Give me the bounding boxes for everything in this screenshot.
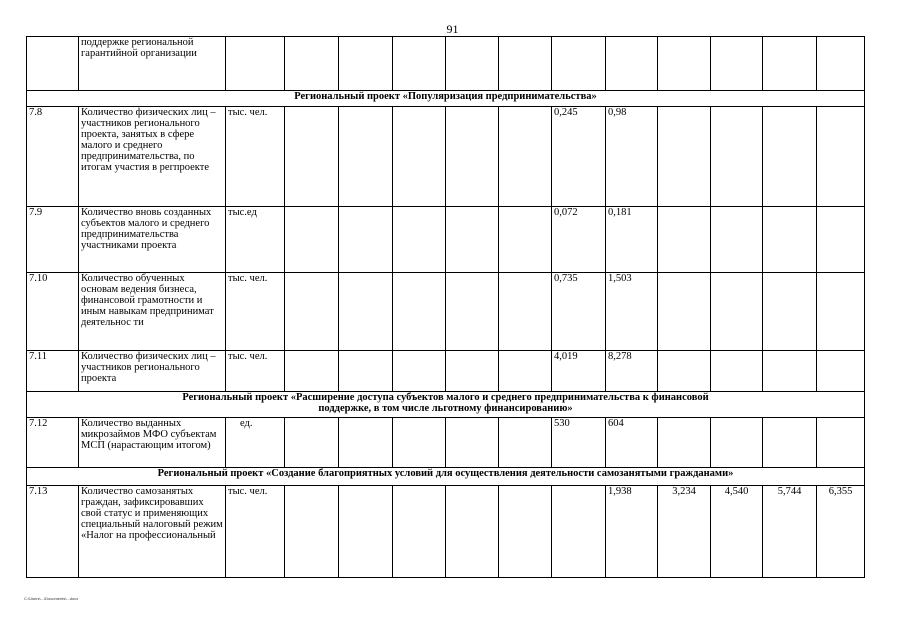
cell-indicator: Количество самозанятых граждан, зафиксировавших свой статус и применяющих специальный налоговый режим «Налог на профессиональный <box>79 486 226 578</box>
table-row <box>27 351 865 392</box>
cell-value: 0,181 <box>606 207 658 273</box>
cell-num: 7.8 <box>27 107 79 207</box>
cell-value: 0,245 <box>552 107 606 207</box>
cell-value: 0,98 <box>606 107 658 207</box>
section-header: Региональный проект «Популяризация предпринимательства» <box>27 91 865 107</box>
cell-unit: ед. <box>226 418 285 468</box>
cell-indicator: поддержке региональной гарантийной организации <box>79 37 226 91</box>
cell-num: 7.11 <box>27 351 79 392</box>
cell-indicator: Количество физических лиц – участников регионального проекта, занятых в сфере малого и среднего предпринимательства, по итогам участия в регпроекте <box>79 107 226 207</box>
section-header-row <box>27 468 865 486</box>
page-number: 91 <box>446 22 459 36</box>
cell-value: 3,234 <box>658 486 711 578</box>
cell-indicator: Количество обученных основам ведения бизнеса, финансовой грамотности и иным навыкам предпринимат деятельнос ти <box>79 273 226 351</box>
cell-value: 530 <box>552 418 606 468</box>
section-header-row <box>27 392 865 418</box>
cell-unit: тыс. чел. <box>226 107 285 207</box>
cell-unit: тыс.ед <box>226 207 285 273</box>
cell-num: 7.12 <box>27 418 79 468</box>
section-header: Региональный проект «Расширение доступа субъектов малого и среднего предпринимательства к финансовой поддержке, в том числе льготному финансированию» <box>27 392 865 418</box>
cell-value: 0,072 <box>552 207 606 273</box>
cell-value: 4,019 <box>552 351 606 392</box>
table-row <box>27 273 865 351</box>
cell-value: 5,744 <box>763 486 817 578</box>
cell-value: 1,503 <box>606 273 658 351</box>
cell-value: 604 <box>606 418 658 468</box>
table-row <box>27 107 865 207</box>
cell-unit: тыс. чел. <box>226 351 285 392</box>
cell-num: 7.9 <box>27 207 79 273</box>
cell-value: 0,735 <box>552 273 606 351</box>
cell-indicator: Количество вновь созданных субъектов малого и среднего предпринимательства участниками проекта <box>79 207 226 273</box>
table-row-continued <box>27 37 865 91</box>
cell-indicator: Количество физических лиц – участников регионального проекта <box>79 351 226 392</box>
table-row <box>27 207 865 273</box>
section-header-row <box>27 91 865 107</box>
cell-value: 6,355 <box>817 486 865 578</box>
cell-num: 7.10 <box>27 273 79 351</box>
document-path-footer: C:\Users\...\Documents\...docx <box>24 596 79 601</box>
cell-indicator: Количество выданных микрозаймов МФО субъектам МСП (нарастающим итогом) <box>79 418 226 468</box>
section-header: Региональный проект «Создание благоприятных условий для осуществления деятельности самозанятыми гражданами» <box>27 468 865 486</box>
indicators-table <box>26 36 865 578</box>
cell-value: 8,278 <box>606 351 658 392</box>
table-row <box>27 486 865 578</box>
cell-value: 1,938 <box>606 486 658 578</box>
table-row <box>27 418 865 468</box>
cell-unit: тыс. чел. <box>226 486 285 578</box>
cell-num: 7.13 <box>27 486 79 578</box>
cell-unit: тыс. чел. <box>226 273 285 351</box>
cell-num <box>27 37 79 91</box>
cell-value: 4,540 <box>711 486 763 578</box>
